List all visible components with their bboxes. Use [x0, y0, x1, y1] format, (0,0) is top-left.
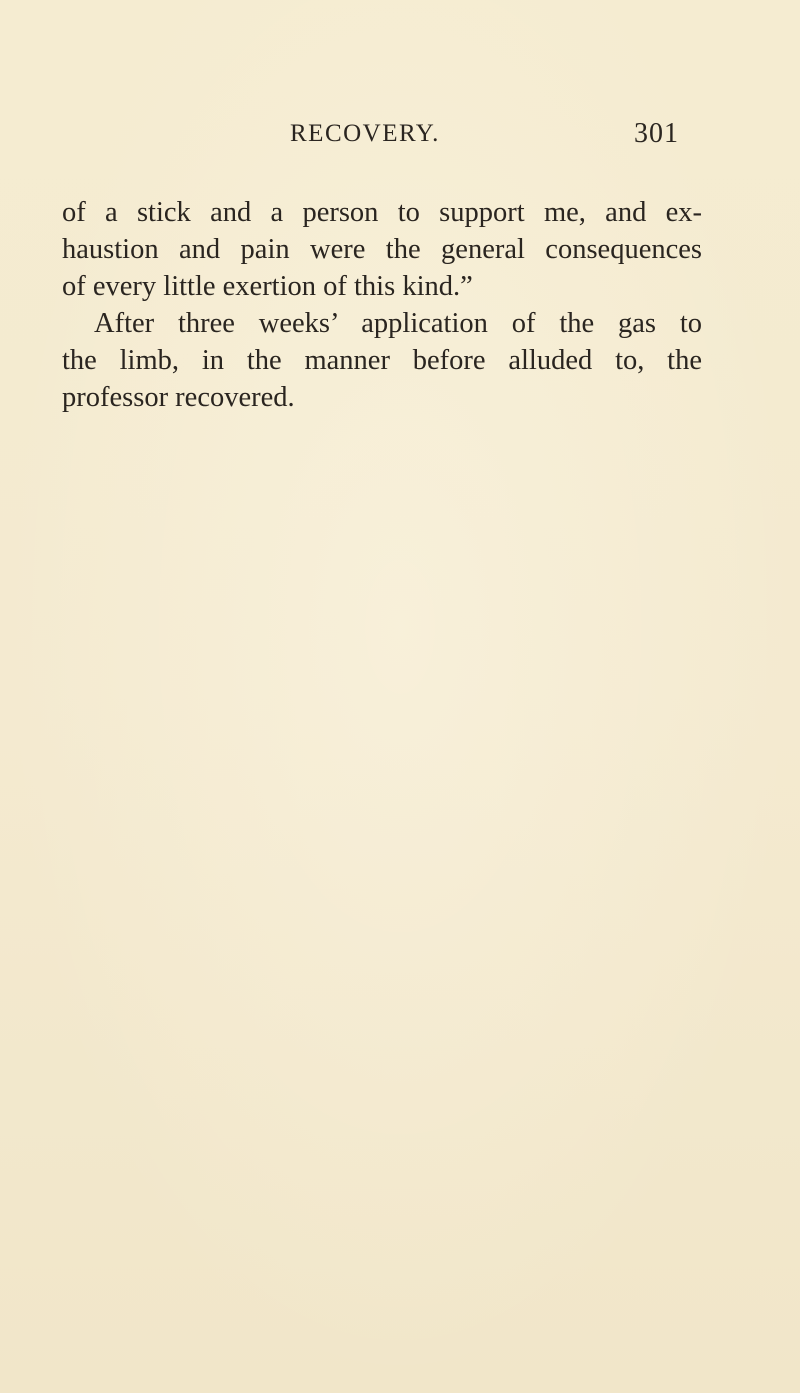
running-title: RECOVERY.: [290, 120, 440, 147]
text-line: of a stick and a person to support me, and ex-: [62, 197, 702, 228]
text-line: of every little exertion of this kind.”: [62, 271, 473, 302]
running-head: [0, 118, 800, 158]
text-line: After three weeks’ application of the gas to: [94, 308, 702, 339]
text-line: the limb, in the manner before alluded to, the: [62, 345, 702, 376]
text-line: professor recovered.: [62, 382, 295, 413]
text-line: haustion and pain were the general consequences: [62, 234, 702, 265]
body-text: [62, 194, 702, 416]
page-number: 301: [634, 118, 679, 149]
